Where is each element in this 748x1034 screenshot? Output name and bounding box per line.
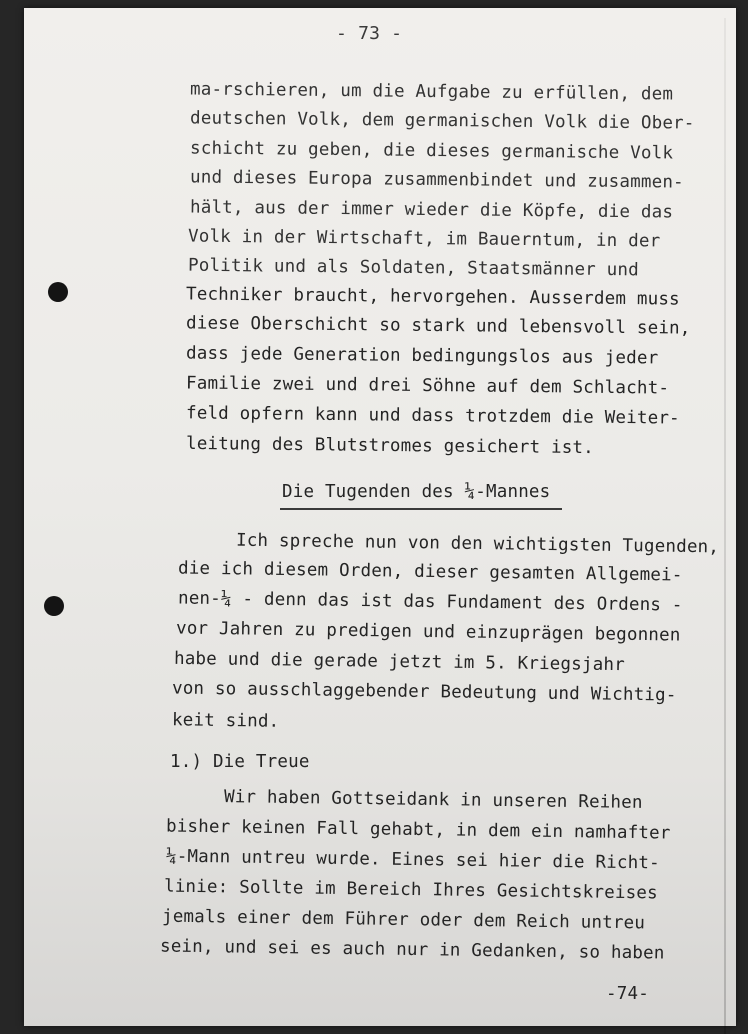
text-line: bisher keinen Fall gehabt, in dem ein namhafter [165, 816, 671, 844]
text-line: keit sind. [171, 710, 280, 732]
text-line: Ich spreche nun von den wichtigsten Tugenden, [235, 530, 720, 558]
section-heading: Die Tugenden des ¼-Mannes [282, 482, 551, 502]
subheading: 1.) Die Treue [170, 752, 310, 772]
text-line: Wir haben Gottseidank in unseren Reihen [223, 787, 643, 813]
text-line: schicht zu geben, die dieses germanische Volk [189, 138, 674, 164]
catchword: -74- [606, 984, 649, 1004]
text-line: dass jede Generation bedingungslos aus jeder [185, 343, 659, 369]
text-line: nen-¼ - denn das ist das Fundament des Ordens - [177, 588, 683, 616]
punch-hole [44, 596, 64, 616]
page-number: - 73 - [336, 23, 403, 44]
text-line: diese Oberschicht so stark und lebensvoll sein, [185, 313, 691, 339]
text-line: feld opfern kann und dass trotzdem die Weiter- [185, 403, 680, 429]
text-line: Volk in der Wirtschaft, im Bauerntum, in der [187, 226, 661, 252]
page-fold [724, 18, 726, 1034]
heading-underline [280, 508, 562, 510]
text-line: Familie zwei und drei Söhne auf dem Schlacht- [185, 373, 670, 399]
text-line: jemals einer dem Führer oder dem Reich untreu [161, 906, 646, 934]
text-line: Techniker braucht, hervorgehen. Ausserdem muss [185, 284, 680, 310]
text-line: ma-rschieren, um die Aufgabe zu erfüllen, dem [189, 79, 674, 105]
text-line: von so ausschlaggebender Bedeutung und Wichtig- [171, 678, 677, 706]
text-line: ¼-Mann untreu wurde. Eines sei hier die Richt- [165, 846, 660, 874]
text-line: und dieses Europa zusammenbindet und zusammen- [189, 167, 684, 193]
text-line: linie: Sollte im Bereich Ihres Gesichtskreises [163, 876, 658, 904]
text-line: sein, und sei es auch nur in Gedanken, so haben [159, 936, 665, 964]
text-line: deutschen Volk, dem germanischen Volk die Ober- [189, 108, 695, 134]
text-line: habe und die gerade jetzt im 5. Kriegsjahr [173, 648, 626, 676]
text-line: leitung des Blutstromes gesichert ist. [185, 433, 595, 459]
text-line: Politik und als Soldaten, Staatsmänner und [187, 255, 640, 281]
text-line: die ich diesem Orden, dieser gesamten Allgemei- [177, 558, 683, 586]
text-line: vor Jahren zu predigen und einzuprägen begonnen [175, 618, 681, 646]
punch-hole [48, 282, 68, 302]
text-line: hält, aus der immer wieder die Köpfe, die das [189, 197, 674, 223]
